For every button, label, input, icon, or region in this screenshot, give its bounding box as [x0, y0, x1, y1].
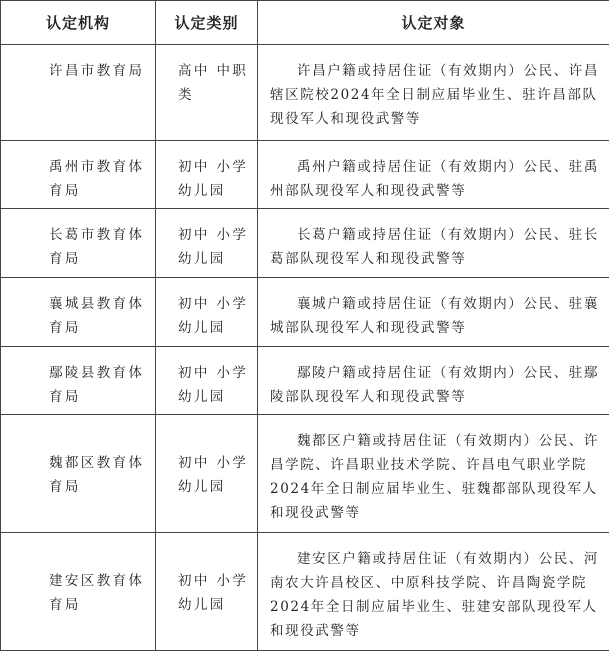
target-cell: 魏都区户籍或持居住证（有效期内）公民、许昌学院、许昌职业技术学院、许昌电气职业学院2024年全日制应届毕业生、驻魏都部队现役军人和现役武警等: [258, 415, 609, 533]
category-cell: 初中 小学幼儿园: [156, 209, 258, 278]
category-cell: 初中 小学幼儿园: [156, 278, 258, 347]
table-row: [1, 533, 609, 651]
category-cell: 高中 中职类: [156, 45, 258, 141]
org-cell: 襄城县教育体育局: [1, 278, 156, 347]
table-row: [1, 347, 609, 415]
table-row: [1, 209, 609, 278]
org-cell: 许昌市教育局: [1, 45, 156, 141]
header-target: 认定对象: [258, 1, 609, 45]
category-cell: 初中 小学幼儿园: [156, 533, 258, 651]
org-cell: 禹州市教育体育局: [1, 141, 156, 209]
category-cell: 初中 小学幼儿园: [156, 415, 258, 533]
table-row: [1, 278, 609, 347]
target-cell: 许昌户籍或持居住证（有效期内）公民、许昌辖区院校2024年全日制应届毕业生、驻许昌部队现役军人和现役武警等: [258, 45, 609, 141]
target-cell: 鄢陵户籍或持居住证（有效期内）公民、驻鄢陵部队现役军人和现役武警等: [258, 347, 609, 415]
table-row: [1, 45, 609, 141]
org-cell: 鄢陵县教育体育局: [1, 347, 156, 415]
category-cell: 初中 小学幼儿园: [156, 141, 258, 209]
target-cell: 襄城户籍或持居住证（有效期内）公民、驻襄城部队现役军人和现役武警等: [258, 278, 609, 347]
org-cell: 建安区教育体育局: [1, 533, 156, 651]
target-cell: 长葛户籍或持居住证（有效期内）公民、驻长葛部队现役军人和现役武警等: [258, 209, 609, 278]
org-cell: 长葛市教育体育局: [1, 209, 156, 278]
header-row: [1, 1, 609, 45]
target-cell: 禹州户籍或持居住证（有效期内）公民、驻禹州部队现役军人和现役武警等: [258, 141, 609, 209]
org-cell: 魏都区教育体育局: [1, 415, 156, 533]
table-row: [1, 415, 609, 533]
target-cell: 建安区户籍或持居住证（有效期内）公民、河南农大许昌校区、中原科技学院、许昌陶瓷学院2024年全日制应届毕业生、驻建安部队现役军人和现役武警等: [258, 533, 609, 651]
category-cell: 初中 小学幼儿园: [156, 347, 258, 415]
header-org: 认定机构: [1, 1, 156, 45]
header-category: 认定类别: [156, 1, 258, 45]
table-row: [1, 141, 609, 209]
